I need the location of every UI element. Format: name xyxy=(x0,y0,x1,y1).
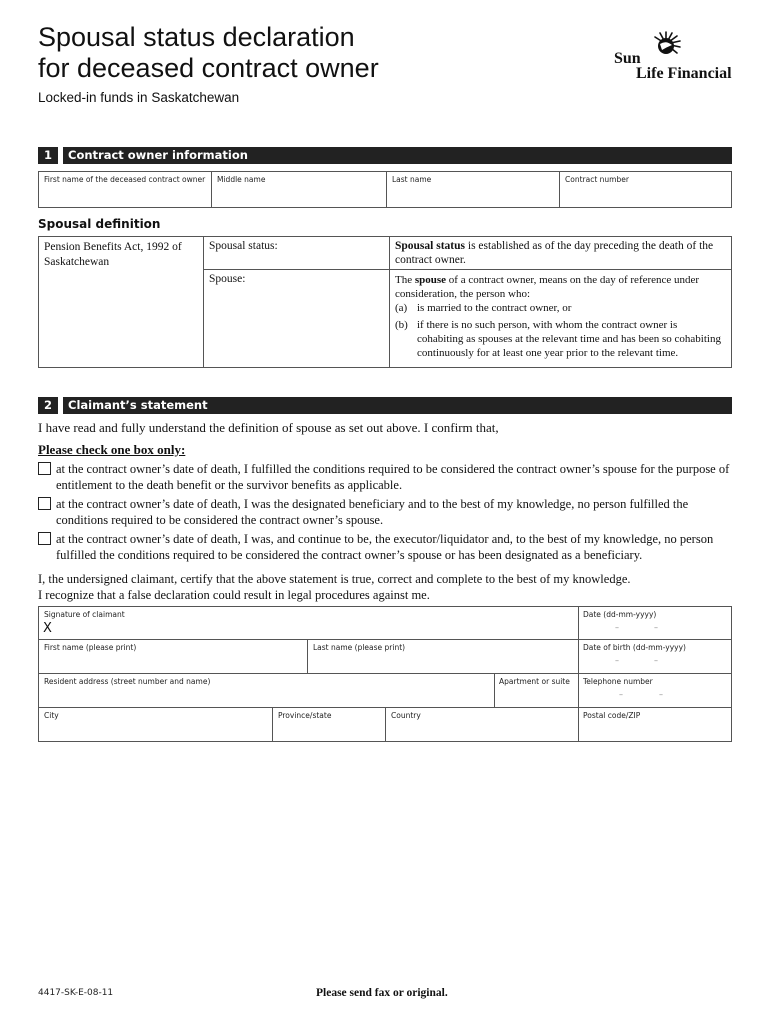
option-spouse xyxy=(38,461,732,493)
spousal-definition-heading: Spousal definition xyxy=(38,217,161,231)
section-1-number: 1 xyxy=(38,147,63,164)
apartment-field[interactable] xyxy=(495,674,578,707)
option-executor xyxy=(38,531,732,563)
spouse-definition xyxy=(390,270,731,367)
last-name-claimant-field[interactable] xyxy=(308,640,578,673)
signature-x-mark: X xyxy=(43,621,52,636)
act-cell: Pension Benefits Act, 1992 of Saskatchewan xyxy=(39,237,204,367)
contract-number-label: Contract number xyxy=(565,175,629,184)
telephone-label: Telephone number xyxy=(583,677,653,686)
sun-burst-icon xyxy=(648,30,684,58)
section-2-title: Claimant’s statement xyxy=(68,398,208,412)
certification-text xyxy=(38,571,732,603)
last-name-field[interactable] xyxy=(387,172,560,208)
middle-name-label: Middle name xyxy=(217,175,266,184)
dob-dash-2: – xyxy=(654,656,658,665)
city-label: City xyxy=(44,711,59,720)
spousal-status-desc: is established as of the day preceding the death of the contract owner. xyxy=(395,240,714,266)
claimant-statement: I have read and fully understand the definition of spouse as set out above. I confirm that, xyxy=(38,420,499,435)
spousal-status-label: Spousal status: xyxy=(204,237,390,270)
last-name-label: Last name xyxy=(392,175,432,184)
middle-name-field[interactable] xyxy=(212,172,387,208)
section-2-number: 2 xyxy=(38,397,63,414)
first-name-deceased-label: First name of the deceased contract owner xyxy=(44,175,206,184)
option-spouse-checkbox[interactable] xyxy=(38,462,51,475)
logo-text-life-financial: Life Financial xyxy=(636,65,732,82)
spouse-pre: The xyxy=(395,274,415,286)
date-label: Date (dd-mm-yyyy) xyxy=(583,610,657,619)
option-executor-text: at the contract owner’s date of death, I was, and continue to be, the executor/liquidator and, to the best of my knowledge, no person fulfilled the conditions required to be considered the contract owner’s spouse or has been designated as a beneficiary. xyxy=(56,532,714,562)
province-field[interactable] xyxy=(273,708,385,741)
spousal-definition-table xyxy=(38,236,732,368)
option-spouse-text: at the contract owner’s date of death, I fulfilled the conditions required to be considered the contract owner’s spouse for the purpose of entitlement to the death benefit or the survivor benefits as applicable. xyxy=(56,462,730,492)
spouse-desc: of a contract owner, means on the day of reference under consideration, the person who: xyxy=(395,274,700,300)
date-dash-2: – xyxy=(654,623,658,632)
page-title-line2: for deceased contract owner xyxy=(38,53,379,83)
spouse-item-b-marker: (b) xyxy=(395,319,408,331)
contract-owner-table xyxy=(38,171,732,208)
spouse-item-b xyxy=(395,318,726,360)
contract-number-field[interactable] xyxy=(560,172,732,208)
first-name-deceased-field[interactable] xyxy=(39,172,212,208)
country-field[interactable] xyxy=(386,708,578,741)
certification-line1: I, the undersigned claimant, certify that the above statement is true, correct and complete to the best of my knowledge. xyxy=(38,572,631,586)
last-name-claimant-label: Last name (please print) xyxy=(313,643,406,652)
postal-code-field[interactable] xyxy=(579,708,731,741)
certification-line2: I recognize that a false declaration could result in legal procedures against me. xyxy=(38,588,430,602)
page-title xyxy=(38,22,478,84)
section-2-header xyxy=(38,397,732,414)
spousal-status-term: Spousal status xyxy=(395,240,465,252)
first-name-claimant-field[interactable] xyxy=(39,640,307,673)
country-label: Country xyxy=(391,711,421,720)
check-one-box-heading: Please check one box only: xyxy=(38,442,186,457)
signature-field[interactable] xyxy=(39,607,578,639)
date-of-birth-label: Date of birth (dd-mm-yyyy) xyxy=(583,643,686,652)
spouse-item-a xyxy=(395,301,726,315)
resident-address-label: Resident address (street number and name) xyxy=(44,677,211,686)
spouse-term: spouse xyxy=(414,274,447,286)
section-1-header xyxy=(38,147,732,164)
page-subtitle: Locked-in funds in Saskatchewan xyxy=(38,90,240,105)
footer-note: Please send fax or original. xyxy=(316,987,448,999)
spousal-status-text xyxy=(390,237,731,270)
date-field[interactable] xyxy=(579,607,731,639)
postal-code-label: Postal code/ZIP xyxy=(583,711,641,720)
telephone-field[interactable] xyxy=(579,674,731,707)
phone-dash-1: – xyxy=(619,690,623,699)
spouse-item-a-text: is married to the contract owner, or xyxy=(417,302,572,314)
first-name-claimant-label: First name (please print) xyxy=(44,643,137,652)
form-number: 4417-SK-E-08-11 xyxy=(38,988,114,998)
option-beneficiary-checkbox[interactable] xyxy=(38,497,51,510)
apartment-label: Apartment or suite xyxy=(499,677,570,686)
spouse-label: Spouse: xyxy=(204,270,390,367)
dob-dash-1: – xyxy=(615,656,619,665)
spouse-item-b-text: if there is no such person, with whom the contract owner is cohabiting as spouses at the relevant time and has been so cohabiting continuously for at least one year prior to the relevant time. xyxy=(417,319,721,359)
phone-dash-2: – xyxy=(659,690,663,699)
signature-label: Signature of claimant xyxy=(44,610,125,619)
option-executor-checkbox[interactable] xyxy=(38,532,51,545)
spouse-item-a-marker: (a) xyxy=(395,302,408,314)
province-label: Province/state xyxy=(278,711,332,720)
claimant-info-table xyxy=(38,606,732,742)
logo-text-sun: Sun xyxy=(614,50,641,67)
city-field[interactable] xyxy=(39,708,272,741)
resident-address-field[interactable] xyxy=(39,674,494,707)
date-dash-1: – xyxy=(615,623,619,632)
option-beneficiary-text: at the contract owner’s date of death, I was the designated beneficiary and to the best of my knowledge, no person fulfilled the conditions required to be considered the contract owner’s spouse. xyxy=(56,497,689,527)
option-beneficiary xyxy=(38,496,732,528)
page-title-line1: Spousal status declaration xyxy=(38,22,355,52)
sun-life-logo xyxy=(614,30,734,84)
section-1-title: Contract owner information xyxy=(68,148,248,162)
date-of-birth-field[interactable] xyxy=(579,640,731,673)
